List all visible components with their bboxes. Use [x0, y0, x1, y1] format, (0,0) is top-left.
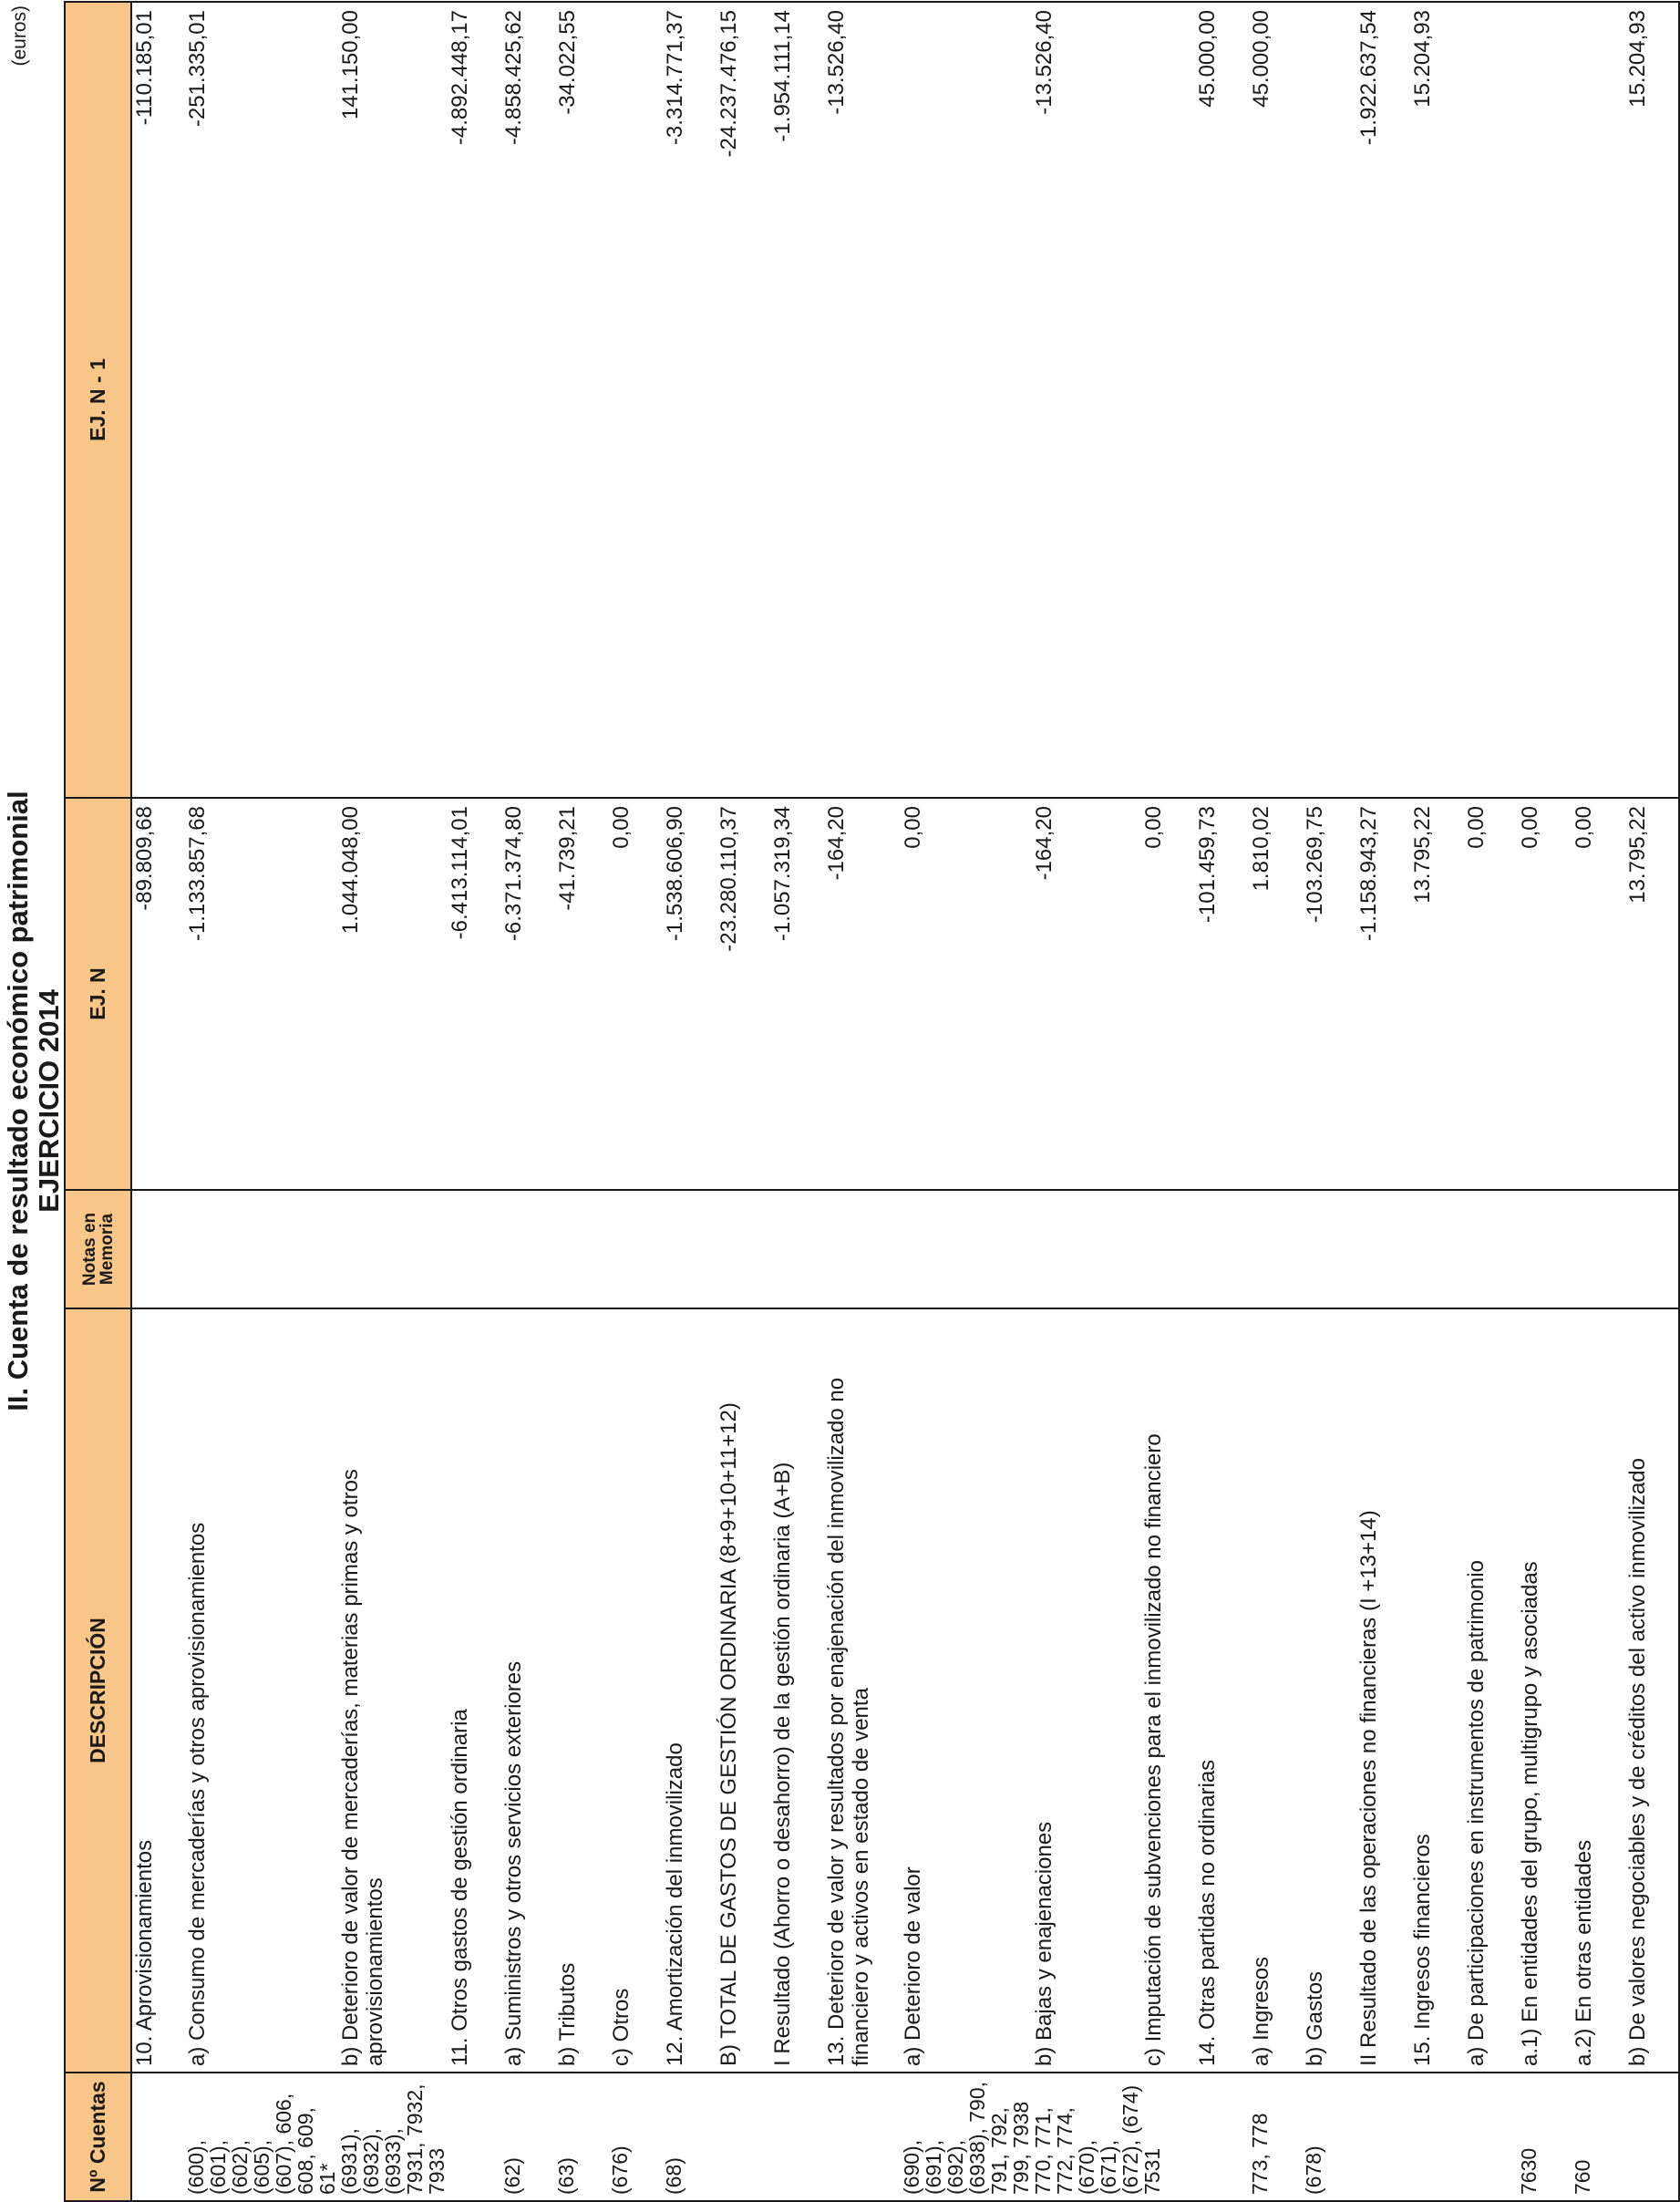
cell-cuentas: (690), (691), (692), (6938), 790, 791, 792, 799, 7938	[901, 2073, 1032, 2201]
cell-descripcion: a) Consumo de mercaderías y otros aprovisionamientos	[185, 1308, 338, 2073]
cell-ej-n1: 45.000,00	[1195, 2, 1249, 798]
cell-notas	[1464, 1190, 1518, 1308]
cell-ej-n: 0,00	[1141, 798, 1195, 1190]
cell-cuentas: 7630	[1518, 2073, 1572, 2201]
cell-ej-n: 1.810,02	[1249, 798, 1303, 1190]
cell-descripcion: 12. Amortización del inmovilizado	[663, 1308, 716, 2073]
cell-ej-n: 13.795,22	[1625, 798, 1679, 1190]
table-row	[338, 2, 448, 2201]
cell-ej-n: -6.413.114,01	[448, 798, 501, 1190]
header-descripcion: DESCRIPCIÓN	[65, 1308, 131, 2073]
cell-ej-n1	[609, 2, 663, 798]
cell-descripcion: II Resultado de las operaciones no financieras (I +13+14)	[1356, 1308, 1410, 2073]
cell-ej-n1	[1303, 2, 1356, 798]
cell-notas	[901, 1190, 1032, 1308]
table-row	[1303, 2, 1356, 2201]
header-ej-n: EJ. N	[65, 798, 131, 1190]
table-row	[1195, 2, 1249, 2201]
cell-descripcion: a) Ingresos	[1249, 1308, 1303, 2073]
cell-ej-n: 0,00	[901, 798, 1032, 1190]
cell-ej-n: -101.459,73	[1195, 798, 1249, 1190]
cell-notas	[1303, 1190, 1356, 1308]
cell-notas	[338, 1190, 448, 1308]
cell-ej-n1: -34.022,55	[555, 2, 609, 798]
cell-ej-n: 0,00	[1518, 798, 1572, 1190]
header-notas-line1: Notas en	[79, 1212, 99, 1287]
cell-ej-n1: -4.892.448,17	[448, 2, 501, 798]
page-subtitle: EJERCICIO 2014	[33, 989, 65, 1213]
table-row	[1572, 2, 1625, 2201]
cell-ej-n1	[1141, 2, 1195, 798]
cell-descripcion: I Resultado (Ahorro o desahorro) de la gestión ordinaria (A+B)	[770, 1308, 824, 2073]
cell-ej-n1: -251.335,01	[185, 2, 338, 798]
cell-cuentas: (600), (601), (602), (605), (607), 606, 608, 609, 61*	[185, 2073, 338, 2201]
cell-cuentas	[1195, 2073, 1249, 2201]
cell-cuentas: (62)	[501, 2073, 555, 2201]
table-row	[770, 2, 824, 2201]
cell-descripcion: b) Deterioro de valor de mercaderías, materias primas y otros aprovisionamientos	[338, 1308, 448, 2073]
cell-notas	[609, 1190, 663, 1308]
table-row	[824, 2, 901, 2201]
cell-notas	[1572, 1190, 1625, 1308]
cell-ej-n: 1.044.048,00	[338, 798, 448, 1190]
results-table	[64, 1, 1680, 2202]
cell-descripcion: 13. Deterioro de valor y resultados por enajenación del inmovilizado no financiero y activos en estado de venta	[824, 1308, 901, 2073]
cell-notas	[1518, 1190, 1572, 1308]
table-row	[1464, 2, 1518, 2201]
cell-descripcion: 10. Aprovisionamientos	[131, 1308, 185, 2073]
cell-cuentas	[1464, 2073, 1518, 2201]
cell-cuentas: 760	[1572, 2073, 1625, 2201]
cell-cuentas	[716, 2073, 770, 2201]
cell-ej-n1: 15.204,93	[1625, 2, 1679, 798]
cell-ej-n: 0,00	[1572, 798, 1625, 1190]
cell-cuentas	[1625, 2073, 1679, 2201]
cell-cuentas: 770, 771, 772, 774, (670), (671), (672), (674)	[1032, 2073, 1141, 2201]
cell-descripcion: b) De valores negociables y de créditos del activo inmovilizado	[1625, 1308, 1679, 2073]
cell-ej-n1: 141.150,00	[338, 2, 448, 798]
cell-ej-n1: -13.526,40	[824, 2, 901, 798]
cell-notas	[716, 1190, 770, 1308]
cell-ej-n1: 45.000,00	[1249, 2, 1303, 798]
cell-cuentas: (63)	[555, 2073, 609, 2201]
cell-notas	[131, 1190, 185, 1308]
table-row	[501, 2, 555, 2201]
cell-ej-n1	[1464, 2, 1518, 798]
cell-descripcion: b) Bajas y enajenaciones	[1032, 1308, 1141, 2073]
cell-notas	[501, 1190, 555, 1308]
cell-ej-n: -1.057.319,34	[770, 798, 824, 1190]
table-row	[555, 2, 609, 2201]
cell-ej-n: -164,20	[824, 798, 901, 1190]
page-title: II. Cuenta de resultado económico patrimonial	[2, 791, 34, 1411]
cell-ej-n1: -110.185,01	[131, 2, 185, 798]
cell-cuentas: (676)	[609, 2073, 663, 2201]
cell-notas	[1032, 1190, 1141, 1308]
cell-notas	[1249, 1190, 1303, 1308]
cell-ej-n1: -4.858.425,62	[501, 2, 555, 798]
cell-descripcion: 11. Otros gastos de gestión ordinaria	[448, 1308, 501, 2073]
cell-ej-n: 0,00	[1464, 798, 1518, 1190]
cell-descripcion: a) Deterioro de valor	[901, 1308, 1032, 2073]
cell-notas	[770, 1190, 824, 1308]
cell-descripcion: 14. Otras partidas no ordinarias	[1195, 1308, 1249, 2073]
cell-descripcion: a) Suministros y otros servicios exteriores	[501, 1308, 555, 2073]
cell-ej-n1: 15.204,93	[1410, 2, 1464, 798]
cell-cuentas: 773, 778	[1249, 2073, 1303, 2201]
cell-notas	[555, 1190, 609, 1308]
cell-notas	[663, 1190, 716, 1308]
cell-descripcion: b) Tributos	[555, 1308, 609, 2073]
table-row	[1249, 2, 1303, 2201]
cell-descripcion: a.1) En entidades del grupo, multigrupo y asociadas	[1518, 1308, 1572, 2073]
cell-cuentas: (68)	[663, 2073, 716, 2201]
cell-descripcion: B) TOTAL DE GASTOS DE GESTIÓN ORDINARIA (8+9+10+11+12)	[716, 1308, 770, 2073]
cell-notas	[1356, 1190, 1410, 1308]
cell-ej-n: -1.133.857,68	[185, 798, 338, 1190]
cell-notas	[1625, 1190, 1679, 1308]
table-row	[1518, 2, 1572, 2201]
cell-cuentas: (678)	[1303, 2073, 1356, 2201]
cell-ej-n1	[1518, 2, 1572, 798]
cell-ej-n: 0,00	[609, 798, 663, 1190]
cell-cuentas: 7531	[1141, 2073, 1195, 2201]
cell-notas	[824, 1190, 901, 1308]
cell-ej-n: -6.371.374,80	[501, 798, 555, 1190]
cell-notas	[1410, 1190, 1464, 1308]
cell-notas	[185, 1190, 338, 1308]
cell-ej-n1: -1.922.637,54	[1356, 2, 1410, 798]
cell-cuentas	[131, 2073, 185, 2201]
cell-descripcion: c) Imputación de subvenciones para el inmovilizado no financiero	[1141, 1308, 1195, 2073]
cell-notas	[1195, 1190, 1249, 1308]
cell-ej-n: -89.809,68	[131, 798, 185, 1190]
table-row	[1141, 2, 1195, 2201]
header-cuentas: Nº Cuentas	[65, 2073, 131, 2201]
cell-cuentas	[1356, 2073, 1410, 2201]
table-row	[901, 2, 1032, 2201]
table-row	[1625, 2, 1679, 2201]
cell-ej-n: -41.739,21	[555, 798, 609, 1190]
units-label: (euros)	[9, 5, 30, 67]
cell-ej-n1	[1572, 2, 1625, 798]
cell-ej-n: 13.795,22	[1410, 798, 1464, 1190]
cell-ej-n1: -3.314.771,37	[663, 2, 716, 798]
cell-ej-n: -164,20	[1032, 798, 1141, 1190]
table-row	[716, 2, 770, 2201]
table-row	[1356, 2, 1410, 2201]
cell-notas	[448, 1190, 501, 1308]
cell-descripcion: b) Gastos	[1303, 1308, 1356, 2073]
cell-ej-n1: -1.954.111,14	[770, 2, 824, 798]
cell-ej-n1: -24.237.476,15	[716, 2, 770, 798]
cell-descripcion: c) Otros	[609, 1308, 663, 2073]
table-row	[609, 2, 663, 2201]
cell-cuentas	[1410, 2073, 1464, 2201]
cell-ej-n: -103.269,75	[1303, 798, 1356, 1190]
table-row	[131, 2, 185, 2201]
table-row	[1032, 2, 1141, 2201]
cell-cuentas	[824, 2073, 901, 2201]
table-row	[1410, 2, 1464, 2201]
header-row	[65, 2, 131, 2201]
cell-ej-n: -1.538.606,90	[663, 798, 716, 1190]
cell-cuentas	[448, 2073, 501, 2201]
header-notas	[65, 1190, 131, 1308]
cell-ej-n1	[901, 2, 1032, 798]
cell-notas	[1141, 1190, 1195, 1308]
cell-descripcion: a.2) En otras entidades	[1572, 1308, 1625, 2073]
table-row	[185, 2, 338, 2201]
cell-descripcion: 15. Ingresos financieros	[1410, 1308, 1464, 2073]
cell-ej-n1: -13.526,40	[1032, 2, 1141, 798]
table-row	[448, 2, 501, 2201]
cell-ej-n: -23.280.110,37	[716, 798, 770, 1190]
cell-ej-n: -1.158.943,27	[1356, 798, 1410, 1190]
header-ej-n1: EJ. N - 1	[65, 2, 131, 798]
cell-cuentas: (6931), (6932), (6933), 7931, 7932, 7933	[338, 2073, 448, 2201]
table-row	[663, 2, 716, 2201]
cell-cuentas	[770, 2073, 824, 2201]
cell-descripcion: a) De participaciones en instrumentos de patrimonio	[1464, 1308, 1518, 2073]
header-notas-line2: Memoria	[97, 1213, 117, 1286]
